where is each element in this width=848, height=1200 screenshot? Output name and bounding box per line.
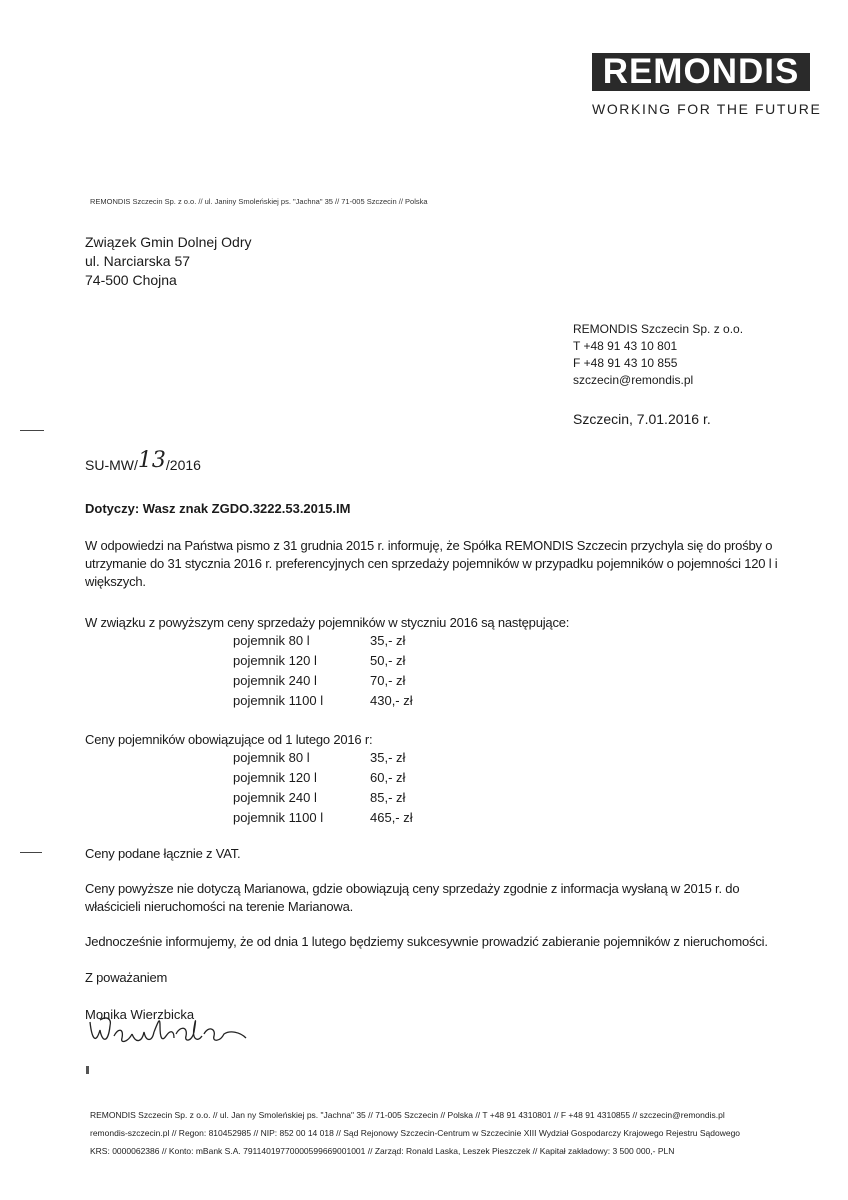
contact-company: REMONDIS Szczecin Sp. z o.o.: [573, 322, 744, 336]
recipient-line-2: ul. Narciarska 57: [85, 253, 191, 269]
container-price: 50,- zł: [370, 653, 406, 668]
handwritten-signature: [88, 1012, 258, 1052]
logo-tagline: WORKING FOR THE FUTURE: [592, 101, 822, 117]
letter-date: Szczecin, 7.01.2016 r.: [573, 411, 711, 427]
closing-salutation: Z poważaniem: [85, 970, 168, 985]
container-price: 35,- zł: [370, 633, 406, 648]
reference-prefix: SU-MW/: [85, 457, 138, 473]
container-size: pojemnik 120 l: [233, 653, 317, 668]
container-size: pojemnik 120 l: [233, 770, 317, 785]
container-price: 465,- zł: [370, 810, 413, 825]
margin-mark: [20, 852, 42, 853]
company-logo: [592, 53, 810, 91]
reference-suffix: /2016: [165, 457, 201, 473]
january-prices-intro: W związku z powyższym ceny sprzedaży pojemników w styczniu 2016 są następujące:: [85, 615, 570, 630]
container-size: pojemnik 1100 l: [233, 810, 324, 825]
container-size: pojemnik 80 l: [233, 633, 310, 648]
pickup-paragraph: Jednocześnie informujemy, że od dnia 1 lutego będziemy sukcesywnie prowadzić zabieranie pojemników z nieruchomości.: [85, 934, 768, 949]
sender-return-address: REMONDIS Szczecin Sp. z o.o. // ul. Janiny Smoleńskiej ps. "Jachna" 35 // 71-005 Szczecin // Polska: [90, 197, 428, 206]
signatory-name: Monika Wierzbicka: [85, 1007, 195, 1022]
margin-mark: [20, 430, 44, 431]
footer-line-2: remondis-szczecin.pl // Regon: 810452985 // NIP: 852 00 14 018 // Sąd Rejonowy Szczecin-Centrum w Szczecinie XIII Wydział Gospodarczy Krajowego Rejestru Sądowego: [90, 1128, 741, 1138]
contact-fax: F +48 91 43 10 855: [573, 356, 678, 370]
reference-number: [85, 448, 201, 476]
container-size: pojemnik 240 l: [233, 673, 317, 688]
subject-line: Dotyczy: Wasz znak ZGDO.3222.53.2015.IM: [85, 501, 351, 516]
container-size: pojemnik 80 l: [233, 750, 310, 765]
contact-email: szczecin@remondis.pl: [573, 373, 694, 387]
logo-brand: REMONDIS: [602, 52, 800, 91]
container-size: pojemnik 240 l: [233, 790, 317, 805]
container-price: 85,- zł: [370, 790, 406, 805]
recipient-line-3: 74-500 Chojna: [85, 272, 177, 288]
contact-phone: T +48 91 43 10 801: [573, 339, 678, 353]
february-prices-intro: Ceny pojemników obowiązujące od 1 lutego 2016 r:: [85, 732, 373, 747]
marianowo-paragraph: Ceny powyższe nie dotyczą Marianowa, gdzie obowiązują ceny sprzedaży zgodnie z informacja wysłaną w 2015 r. do właścicieli nieruchomości na terenie Marianowa.: [85, 881, 740, 914]
footer-line-1: REMONDIS Szczecin Sp. z o.o. // ul. Jan ny Smoleńskiej ps. "Jachna" 35 // 71-005 Szczecin // Polska // T +48 91 4310801 // F +48 91 4310855 // szczecin@remondis.pl: [90, 1110, 725, 1120]
container-price: 35,- zł: [370, 750, 406, 765]
vat-note: Ceny podane łącznie z VAT.: [85, 846, 241, 861]
container-size: pojemnik 1100 l: [233, 693, 324, 708]
recipient-line-1: Związek Gmin Dolnej Odry: [85, 234, 252, 250]
footer-line-3: KRS: 0000062386 // Konto: mBank S.A. 79114019770000599669001001 // Zarząd: Ronald Laska, Leszek Pieszczek // Kapitał zakładowy: 3 500 000,- PLN: [90, 1146, 675, 1156]
container-price: 430,- zł: [370, 693, 413, 708]
container-price: 60,- zł: [370, 770, 406, 785]
container-price: 70,- zł: [370, 673, 406, 688]
body-paragraph-1: W odpowiedzi na Państwa pismo z 31 grudnia 2015 r. informuję, że Spółka REMONDIS Szczecin przychyla się do prośby o utrzymanie do 31 stycznia 2016 r. preferencyjnych cen sprzedaży pojemników w przypadku pojemników o pojemności 120 l i większych.: [85, 538, 778, 589]
reference-handwritten-number: 13: [137, 448, 166, 473]
pen-mark: [86, 1066, 89, 1074]
